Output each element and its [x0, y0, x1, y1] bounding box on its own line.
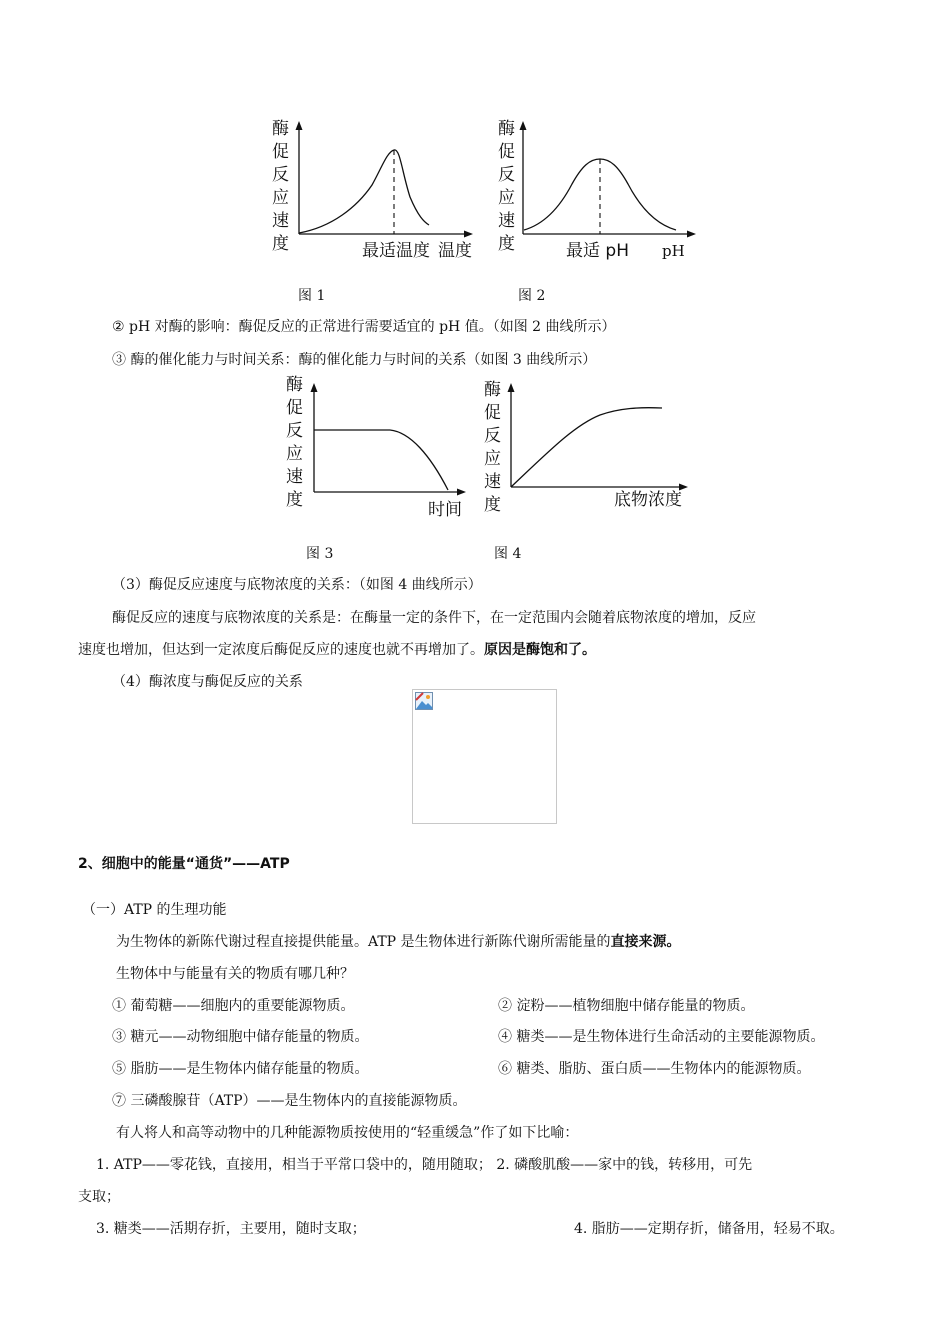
- fig4-y-label-char: 酶: [484, 380, 501, 400]
- fig1-x-tick-optimum: 最适温度: [362, 241, 430, 261]
- fig2-x-label: pH: [662, 242, 685, 260]
- atp-paragraph-text: 为生物体的新陈代谢过程直接提供能量。ATP 是生物体进行新陈代谢所需能量的: [116, 934, 611, 950]
- fig2-y-label: [498, 119, 515, 254]
- fig4-y-label-char: 促: [484, 403, 501, 423]
- fig2-y-label-char: 酶: [498, 119, 515, 139]
- fig1-y-label-char: 反: [272, 165, 289, 185]
- analogy-line-1: 1. ATP——零花钱，直接用，相当于平常口袋中的，随用随取； 2. 磷酸肌酸——家中的钱，转移用，可先: [96, 1157, 753, 1173]
- fig1-caption: 图 1: [298, 288, 326, 304]
- fig3-y-label-char: 促: [286, 398, 303, 418]
- fig4-y-label-char: 度: [484, 495, 501, 515]
- fig3-y-label-char: 应: [286, 444, 303, 464]
- fig2-y-label-char: 反: [498, 165, 515, 185]
- section-3-paragraph-line1: 酶促反应的速度与底物浓度的关系是：在酶量一定的条件下，在一定范围内会随着底物浓度的增加，反应: [112, 610, 756, 626]
- atp-bold-direct-source: 直接来源。: [610, 934, 681, 950]
- fig1-y-label-char: 促: [272, 142, 289, 162]
- list-item-7: ⑦ 三磷酸腺苷（ATP）——是生物体内的直接能源物质。: [112, 1093, 467, 1109]
- fig3-y-label: [286, 375, 303, 510]
- fig1-y-label: [272, 119, 289, 254]
- fig1-y-label-char: 度: [272, 234, 289, 254]
- section-3-paragraph-line2: [78, 642, 596, 659]
- fig1-curve: [299, 150, 429, 233]
- fig1-x-axis-arrow: [464, 231, 473, 238]
- atp-subheading: （一）ATP 的生理功能: [82, 902, 227, 918]
- fig1-y-label-char: 酶: [272, 119, 289, 139]
- section-3-bold-reason: 原因是酶饱和了。: [484, 642, 596, 658]
- broken-image-icon: [415, 692, 433, 710]
- missing-image-placeholder: [412, 689, 557, 824]
- analogy-line-4: 4. 脂肪——定期存折，储备用，轻易不取。: [574, 1221, 844, 1237]
- figure-2-ph-chart: [490, 112, 710, 272]
- fig2-y-axis-arrow: [520, 121, 527, 130]
- text-ph-effect: ② pH 对酶的影响：酶促反应的正常进行需要适宜的 pH 值。（如图 2 曲线所示）: [112, 319, 616, 335]
- fig3-y-label-char: 速: [286, 467, 303, 487]
- atp-paragraph: [116, 934, 681, 951]
- fig4-x-label: 底物浓度: [614, 490, 682, 510]
- section-3-title: （3）酶促反应速度与底物浓度的关系：（如图 4 曲线所示）: [112, 577, 482, 593]
- fig1-y-axis-arrow: [296, 121, 303, 130]
- fig3-y-label-char: 酶: [286, 375, 303, 395]
- fig4-caption: 图 4: [494, 546, 522, 562]
- analogy-intro: 有人将人和高等动物中的几种能源物质按使用的“轻重缓急”作了如下比喻：: [116, 1125, 579, 1141]
- atp-question: 生物体中与能量有关的物质有哪几种？: [116, 966, 354, 982]
- fig3-x-axis-arrow: [457, 489, 466, 496]
- fig3-x-label: 时间: [428, 500, 462, 520]
- list-item-6: ⑥ 糖类、脂肪、蛋白质——生物体内的能源物质。: [498, 1061, 811, 1077]
- list-item-4: ④ 糖类——是生物体进行生命活动的主要能源物质。: [498, 1029, 825, 1045]
- fig4-y-label-char: 速: [484, 472, 501, 492]
- fig3-caption: 图 3: [306, 546, 334, 562]
- fig1-y-label-char: 应: [272, 188, 289, 208]
- list-item-2: ② 淀粉——植物细胞中储存能量的物质。: [498, 998, 755, 1014]
- fig2-caption: 图 2: [518, 288, 546, 304]
- list-item-3: ③ 糖元——动物细胞中储存能量的物质。: [112, 1029, 369, 1045]
- list-item-1: ① 葡萄糖——细胞内的重要能源物质。: [112, 998, 355, 1014]
- analogy-line-3: 3. 糖类——活期存折，主要用，随时支取；: [96, 1221, 366, 1237]
- list-item-5: ⑤ 脂肪——是生物体内储存能量的物质。: [112, 1061, 369, 1077]
- fig4-y-label-char: 反: [484, 426, 501, 446]
- fig4-y-label: [484, 380, 501, 515]
- figure-3-time-chart: [280, 370, 480, 525]
- fig4-y-label-char: 应: [484, 449, 501, 469]
- figure-4-substrate-chart: [480, 370, 700, 525]
- fig2-y-label-char: 应: [498, 188, 515, 208]
- section-3-paragraph-text: 速度也增加，但达到一定浓度后酶促反应的速度也就不再增加了。: [78, 642, 484, 658]
- fig2-y-label-char: 促: [498, 142, 515, 162]
- fig4-curve: [511, 408, 662, 487]
- analogy-line-1-cont: 支取；: [78, 1189, 120, 1205]
- fig1-y-label-char: 速: [272, 211, 289, 231]
- fig2-y-label-char: 度: [498, 234, 515, 254]
- fig3-curve: [314, 430, 448, 490]
- fig3-y-label-char: 度: [286, 490, 303, 510]
- text-time-effect: ③ 酶的催化能力与时间关系：酶的催化能力与时间的关系（如图 3 曲线所示）: [112, 352, 597, 368]
- fig1-x-label: 温度: [438, 241, 472, 261]
- figure-1-temperature-chart: [262, 112, 482, 272]
- fig2-y-label-char: 速: [498, 211, 515, 231]
- section-4-title: （4）酶浓度与酶促反应的关系: [112, 674, 303, 690]
- fig3-y-label-char: 反: [286, 421, 303, 441]
- fig2-x-axis-arrow: [687, 231, 696, 238]
- fig4-y-axis-arrow: [508, 383, 515, 392]
- atp-heading: 2、细胞中的能量“通货”——ATP: [78, 856, 290, 872]
- fig2-x-tick-optimum: 最适 pH: [566, 241, 629, 261]
- fig3-y-axis-arrow: [311, 383, 318, 392]
